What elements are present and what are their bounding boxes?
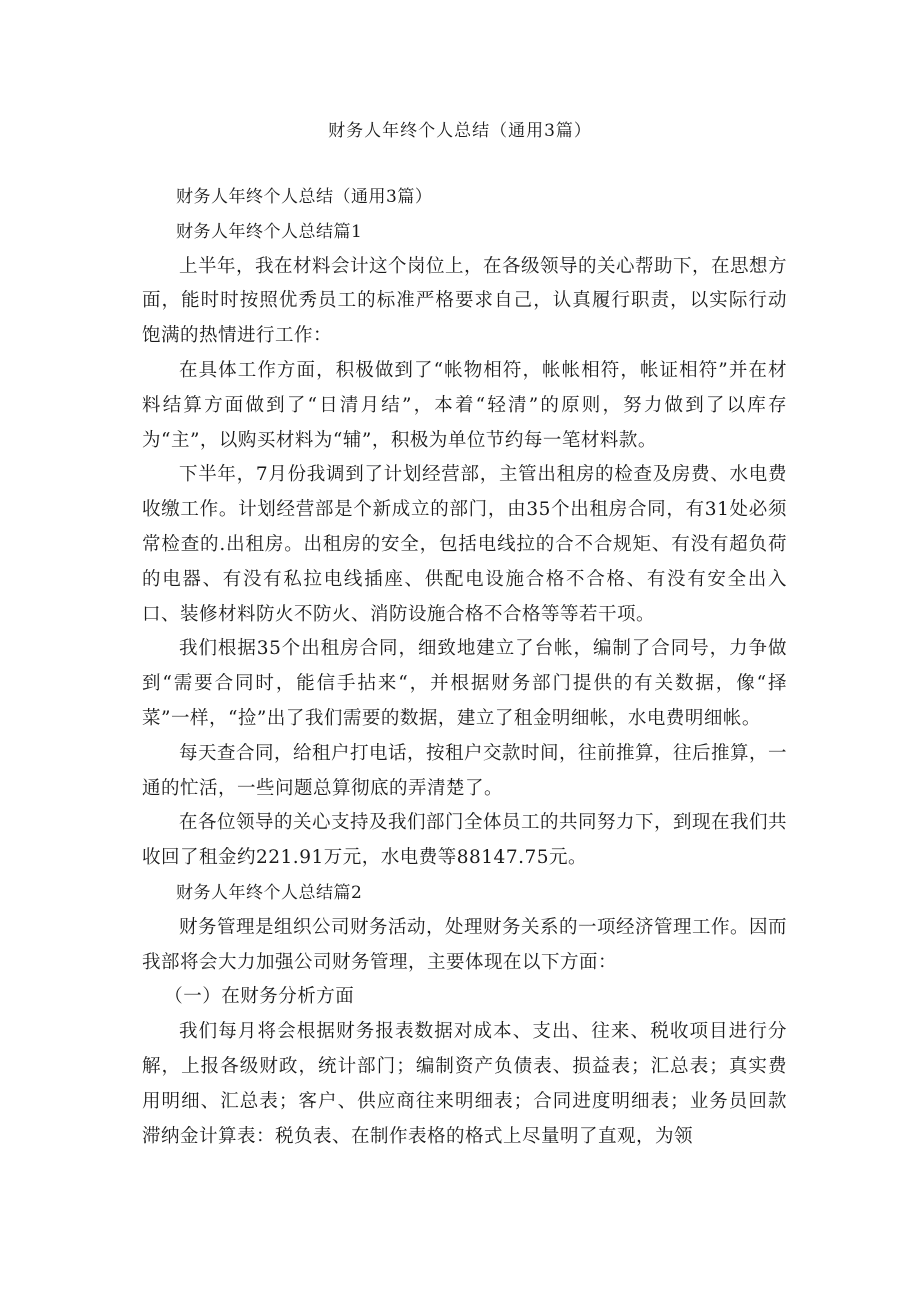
paragraph: 每天查合同，给租户打电话，按租户交款时间，往前推算，往后推算，一通的忙活，一些问题总算彻底的弄清楚了。 [142,742,788,799]
paragraph: 在具体工作方面，积极做到了“帐物相符，帐帐相符，帐证相符”并在材料结算方面做到了“日清月结”，本着“轻清”的原则，努力做到了以库存为“主”，以购买材料为“辅”，积极为单位节约每一笔材料款。 [142,359,787,451]
section-heading-2: 财务人年终个人总结篇2 [176,882,363,903]
paragraph-heading: 财务人年终个人总结（通用3篇） [176,187,433,207]
subsection-heading: （一）在财务分析方面 [164,986,355,1008]
document-title: 财务人年终个人总结（通用3篇） [328,121,592,141]
paragraph: 我们每月将会根据财务报表数据对成本、支出、往来、税收项目进行分解，上报各级财政，统计部门；编制资产负债表、损益表；汇总表；真实费用明细、汇总表；客户、供应商往来明细表；合同进度明细表；业务员回款滞纳金计算表：税负表、在制作表格的格式上尽量明了直观，为领 [142,1021,787,1147]
document-body [142,180,787,1154]
paragraph: 在各位领导的关心支持及我们部门全体员工的共同努力下，到现在我们共收回了租金约221.91万元，水电费等88147.75元。 [142,812,788,869]
paragraph: 我们根据35个出租房合同，细致地建立了台帐，编制了合同号，力争做到“需要合同时，能信手拈来“，并根据财务部门提供的有关数据，像“择菜”一样，“捡”出了我们需要的数据，建立了租金明细帐，水电费明细帐。 [142,638,787,729]
section-heading-1: 财务人年终个人总结篇1 [176,221,363,242]
paragraph: 下半年，7月份我调到了计划经营部，主管出租房的检查及房费、水电费收缴工作。计划经营部是个新成立的部门，由35个出租房合同，有31处必须常检查的.出租房。出租房的安全，包括电线拉的合不合规矩、有没有超负荷的电器、有没有私拉电线插座、供配电设施合格不合格、有没有安全出入口、装修材料防火不防火、消防设施合格不合格等等若干项。 [142,464,787,625]
paragraph: 财务管理是组织公司财务活动，处理财务关系的一项经济管理工作。因而我部将会大力加强公司财务管理，主要体现在以下方面： [142,916,788,973]
paragraph: 上半年，我在材料会计这个岗位上，在各级领导的关心帮助下，在思想方面，能时时按照优秀员工的标准严格要求自己，认真履行职责，以实际行动饱满的热情进行工作： [142,255,788,347]
